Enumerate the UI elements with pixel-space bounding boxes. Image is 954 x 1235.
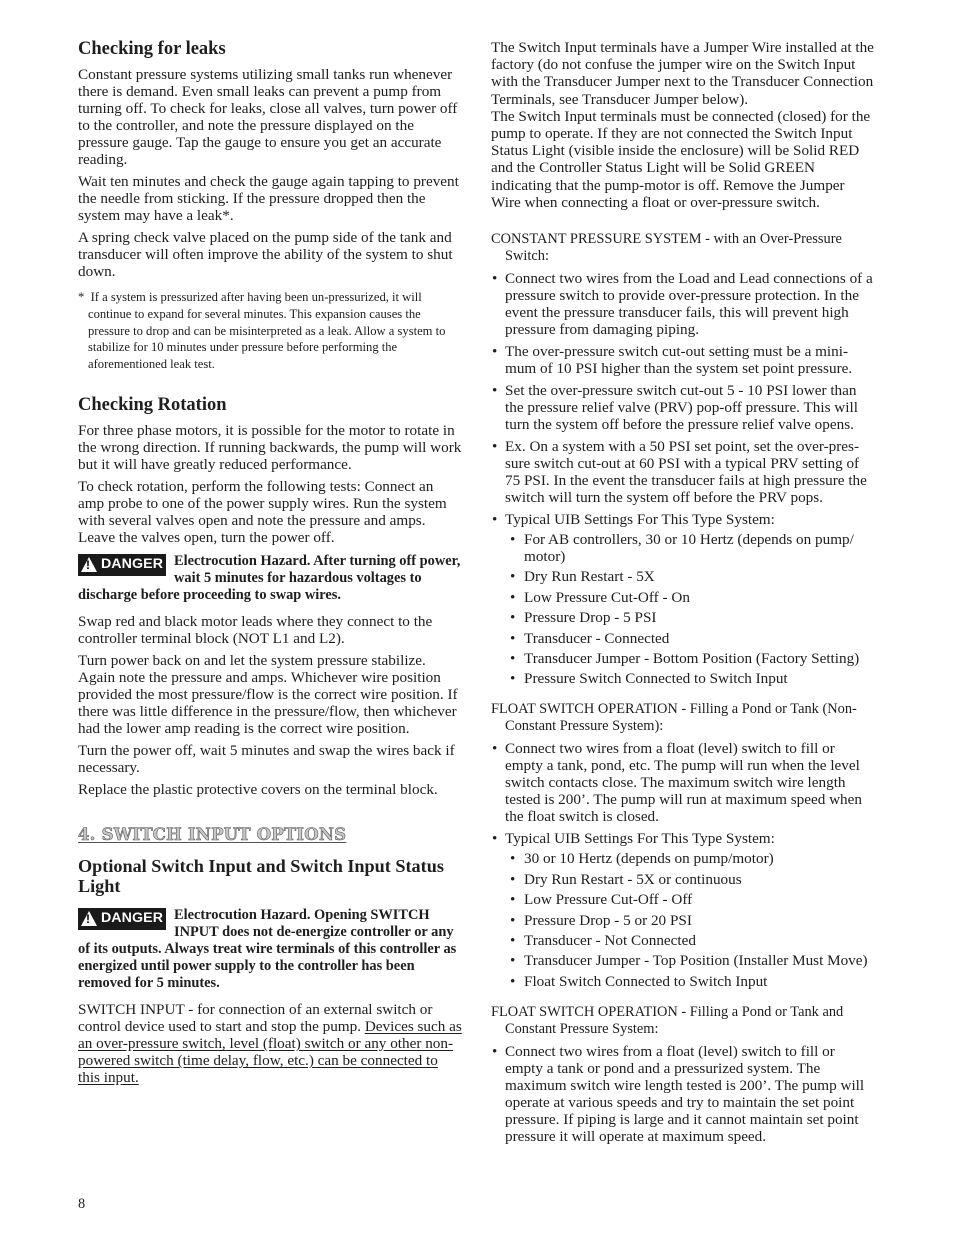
- setting-item: • Pressure Drop - 5 PSI: [505, 609, 876, 626]
- float-switch-pressure-list: [491, 1043, 876, 1145]
- setting-item: • Transducer Jumper - Bottom Position (Factory Setting): [505, 650, 876, 667]
- rotation-paragraph: Replace the plastic protective covers on the terminal block.: [78, 780, 438, 798]
- typical-settings-label: Typical UIB Settings For This Type System:: [505, 830, 775, 848]
- warning-triangle-icon: [81, 557, 97, 572]
- constant-pressure-caption: CONSTANT PRESSURE SYSTEM - with an Over-Pressure Switch:: [491, 231, 842, 265]
- danger-text: Electrocution Hazard. After turning off power, wait 5 minutes for hazardous voltages to discharge before proceeding to swap wires.: [78, 552, 461, 603]
- setting-item: • Transducer - Connected: [505, 630, 876, 647]
- setting-item: • Float Switch Connected to Switch Input: [505, 973, 876, 990]
- left-column: [78, 38, 462, 1091]
- danger-label: DANGER: [100, 910, 164, 927]
- typical-settings-label: Typical UIB Settings For This Type System:: [505, 511, 775, 529]
- setting-item: • For AB controllers, 30 or 10 Hertz (depends on pump/ motor): [505, 531, 876, 565]
- list-item: • The over-pressure switch cut-out setting must be a mini-mum of 10 PSI higher than the system set point pressure.: [491, 343, 876, 377]
- danger-warning-rotation: [78, 553, 462, 604]
- danger-badge: [78, 554, 166, 576]
- setting-item: • Low Pressure Cut-Off - Off: [505, 891, 876, 908]
- list-item: • Connect two wires from a float (level) switch to fill or empty a tank or pond and a pressurized system. The maximum switch wire length tested is 200’. The pump will operate at various speeds and try to maintain the set point pressure. If piping is large and it cannot maintain set point pressure it will operate at maximum speed.: [491, 1043, 876, 1145]
- float-switch-caption: FLOAT SWITCH OPERATION - Filling a Pond or Tank (Non-Constant Pressure System):: [491, 701, 857, 735]
- switch-input-paragraph: [78, 1001, 462, 1086]
- setting-item: • Low Pressure Cut-Off - On: [505, 589, 876, 606]
- setting-item: • Transducer - Not Connected: [505, 932, 876, 949]
- float-switch-list: [491, 740, 876, 989]
- list-item: [491, 830, 876, 989]
- switch-intro-paragraph: The Switch Input terminals have a Jumper Wire installed at the factory (do not confuse the jumper wire on the Switch Input with the Transducer Jumper next to the Transducer Connection Terminals, see Transducer Jumper below).: [491, 39, 874, 108]
- danger-warning-switch: [78, 907, 462, 992]
- list-item: • Connect two wires from the Load and Lead connections of a pressure switch to provide over-pressure protection. In the event the pressure transducer fails, this will prevent high pressure from damaging piping.: [491, 270, 876, 338]
- list-item: • Set the over-pressure switch cut-out 5 - 10 PSI lower than the pressure relief valve (PRV) pop-off pressure. This will turn the system off before the pressure relief valve opens.: [491, 382, 876, 433]
- rotation-paragraph: To check rotation, perform the following tests: Connect an amp probe to one of the power supply wires. Run the system with several valves open and note the pressure and amps. Leave the valves open, turn the power off.: [78, 477, 447, 546]
- right-column: [491, 39, 876, 1150]
- rotation-paragraph: Swap red and black motor leads where they connect to the controller terminal block (NOT L1 and L2).: [78, 612, 433, 647]
- switch-input-options-heading: 4. SWITCH INPUT OPTIONS: [78, 824, 347, 844]
- rotation-paragraph: Turn power back on and let the system pressure stabilize. Again note the pressure and amps. Whichever wire position provided the most pressure/flow is the correct wire position. If there was little difference in the pressure/flow, then whichever had the lower amp reading is the correct wire position.: [78, 651, 458, 737]
- list-item: • Connect two wires from a float (level) switch to fill or empty a tank, pond, etc. The pump will run when the level switch contacts close. The maximum switch wire length tested is 200’. The pump will run at maximum speed when the float switch is closed.: [491, 740, 876, 825]
- setting-item: • Pressure Switch Connected to Switch Input: [505, 670, 876, 687]
- setting-item: • Dry Run Restart - 5X: [505, 568, 876, 585]
- float-switch-pressure-caption: FLOAT SWITCH OPERATION - Filling a Pond or Tank and Constant Pressure System:: [491, 1003, 844, 1037]
- settings-list: [505, 531, 876, 687]
- page-number: 8: [78, 1196, 86, 1212]
- leaks-paragraph: A spring check valve placed on the pump side of the tank and transducer will often improve the ability of the system to shut down.: [78, 229, 453, 280]
- leaks-paragraph: Wait ten minutes and check the gauge again tapping to prevent the needle from sticking. If the pressure dropped then the system may have a leak*.: [78, 173, 459, 224]
- footnote-text: If a system is pressurized after having been un-pressurized, it will continue to expand for several minutes. This expansion causes the pressure to drop and can be misinterpreted as a leak. Allow a system to stabilize for 10 minutes under pressure before performing the aforementioned leak test.: [88, 290, 446, 372]
- warning-triangle-icon: [81, 911, 97, 926]
- leaks-heading: Checking for leaks: [78, 39, 226, 59]
- constant-pressure-list: [491, 270, 876, 687]
- danger-badge: [78, 908, 166, 930]
- setting-item: • Transducer Jumper - Top Position (Installer Must Move): [505, 952, 876, 969]
- rotation-paragraph: Turn the power off, wait 5 minutes and swap the wires back if necessary.: [78, 741, 455, 776]
- setting-item: • Dry Run Restart - 5X or continuous: [505, 871, 876, 888]
- switch-input-subheading: Optional Switch Input and Switch Input Status Light: [78, 855, 444, 896]
- switch-intro-paragraph: The Switch Input terminals must be connected (closed) for the pump to operate. If they are not connected the Switch Input Status Light (visible inside the enclosure) will be Solid RED and the Controller Status Light will be Solid GREEN indicating that the pump-motor is off. Remove the Jumper Wire when connecting a float or over-pressure switch.: [491, 107, 871, 211]
- danger-text: Electrocution Hazard. Opening SWITCH INPUT does not de-energize controller or any of its outputs. Always treat wire terminals of this controller as energized until power supply to the controller has been removed for 5 minutes.: [78, 906, 457, 991]
- setting-item: • Pressure Drop - 5 or 20 PSI: [505, 912, 876, 929]
- switch-input-underlined-text: Devices such as an over-pressure switch, level (float) switch or any other non-powered switch (time delay, flow, etc.) can be connected to this input.: [78, 1017, 462, 1086]
- leaks-paragraph: Constant pressure systems utilizing small tanks run whenever there is demand. Even small leaks can prevent a pump from turning off. To check for leaks, close all valves, turn power off to the controller, and note the pressure displayed on the pressure gauge. Tap the gauge to ensure you get an accurate reading.: [78, 66, 458, 168]
- list-item: [491, 511, 876, 687]
- danger-label: DANGER: [100, 556, 164, 573]
- switch-input-text: SWITCH INPUT - for connection of an external switch or control device used to start and stop the pump.: [78, 1000, 433, 1035]
- leaks-footnote: [78, 289, 462, 373]
- list-item: • Ex. On a system with a 50 PSI set point, set the over-pres-sure switch cut-out at 60 PSI with a typical PRV setting of 75 PSI. In the event the transducer fails at high pressure the switch will turn the system off before the PRV pops.: [491, 438, 876, 506]
- rotation-heading: Checking Rotation: [78, 394, 227, 415]
- settings-list: [505, 850, 876, 989]
- setting-item: • 30 or 10 Hertz (depends on pump/motor): [505, 850, 876, 867]
- footnote-mark: *: [78, 290, 85, 304]
- rotation-paragraph: For three phase motors, it is possible for the motor to rotate in the wrong direction. If running backwards, the pump will work but it will have greatly reduced performance.: [78, 421, 462, 473]
